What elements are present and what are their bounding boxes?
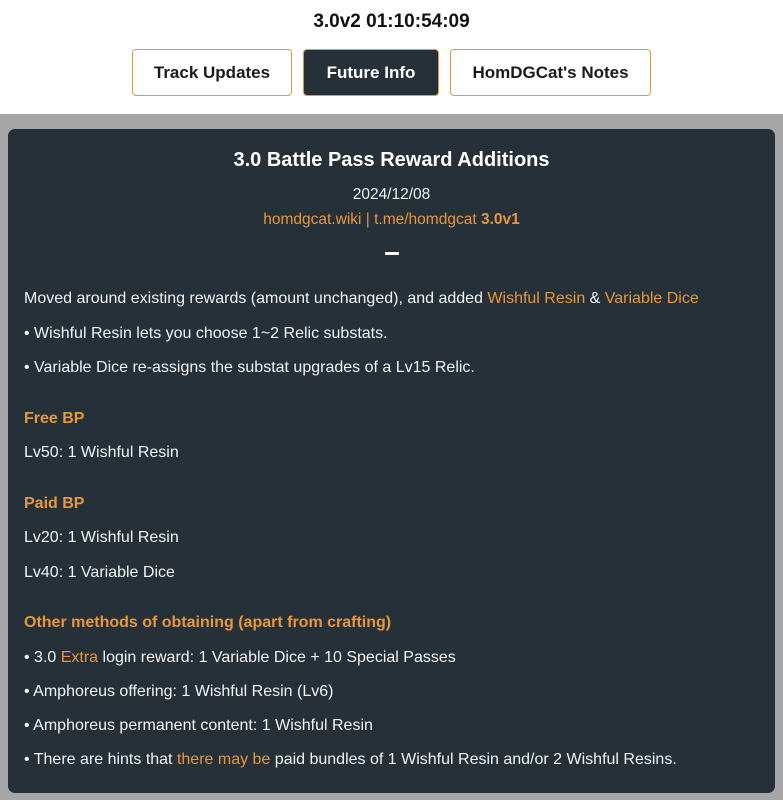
intro-amp: &: [585, 290, 605, 307]
tab-track-updates[interactable]: Track Updates: [132, 49, 292, 96]
link-separator: |: [361, 211, 375, 228]
top-bar: [0, 0, 783, 114]
wiki-link[interactable]: homdgcat.wiki: [263, 211, 362, 228]
version-countdown: 3.0v2 01:10:54:09: [313, 11, 470, 32]
card-title: 3.0 Battle Pass Reward Additions: [233, 149, 550, 171]
other4-prefix: • There are hints that: [24, 751, 177, 768]
maybe-highlight: there may be: [176, 751, 271, 768]
other-methods-heading: Other methods of obtaining (apart from crafting): [24, 614, 392, 631]
extra-highlight: Extra: [60, 649, 99, 666]
intro-text: [24, 290, 699, 308]
other-method-item: [24, 649, 456, 667]
tab-homdgcat-notes[interactable]: HomDGCat's Notes: [450, 49, 651, 96]
other-method-item: [24, 751, 677, 769]
other1-prefix: • 3.0: [24, 649, 61, 666]
paid-bp-item: Lv40: 1 Variable Dice: [24, 564, 175, 581]
other1-suffix: login reward: 1 Variable Dice + 10 Special Passes: [98, 649, 456, 666]
info-card: [8, 129, 775, 793]
other-method-item: • Amphoreus offering: 1 Wishful Resin (Lv6): [24, 683, 334, 700]
card-date: 2024/12/08: [352, 186, 431, 203]
paid-bp-item: Lv20: 1 Wishful Resin: [24, 529, 179, 546]
other4-suffix: paid bundles of 1 Wishful Resin and/or 2 Wishful Resins.: [270, 751, 677, 768]
free-bp-item: Lv50: 1 Wishful Resin: [24, 444, 179, 461]
telegram-link[interactable]: t.me/homdgcat: [374, 211, 477, 228]
link-version: 3.0v1: [480, 211, 520, 228]
bullet-wishful-resin: • Wishful Resin lets you choose 1~2 Relic substats.: [24, 325, 388, 342]
free-bp-heading: Free BP: [24, 410, 85, 427]
wishful-resin-highlight: Wishful Resin: [487, 290, 586, 307]
bullet-variable-dice: • Variable Dice re-assigns the substat upgrades of a Lv15 Relic.: [24, 359, 475, 376]
paid-bp-heading: Paid BP: [24, 495, 85, 512]
tab-nav: [0, 49, 783, 96]
divider: [385, 252, 399, 255]
intro-prefix: Moved around existing rewards (amount unchanged), and added: [24, 290, 488, 307]
other-method-item: • Amphoreus permanent content: 1 Wishful Resin: [24, 717, 373, 734]
tab-future-info[interactable]: Future Info: [303, 49, 439, 96]
variable-dice-highlight: Variable Dice: [604, 290, 699, 307]
source-links: [8, 211, 775, 229]
